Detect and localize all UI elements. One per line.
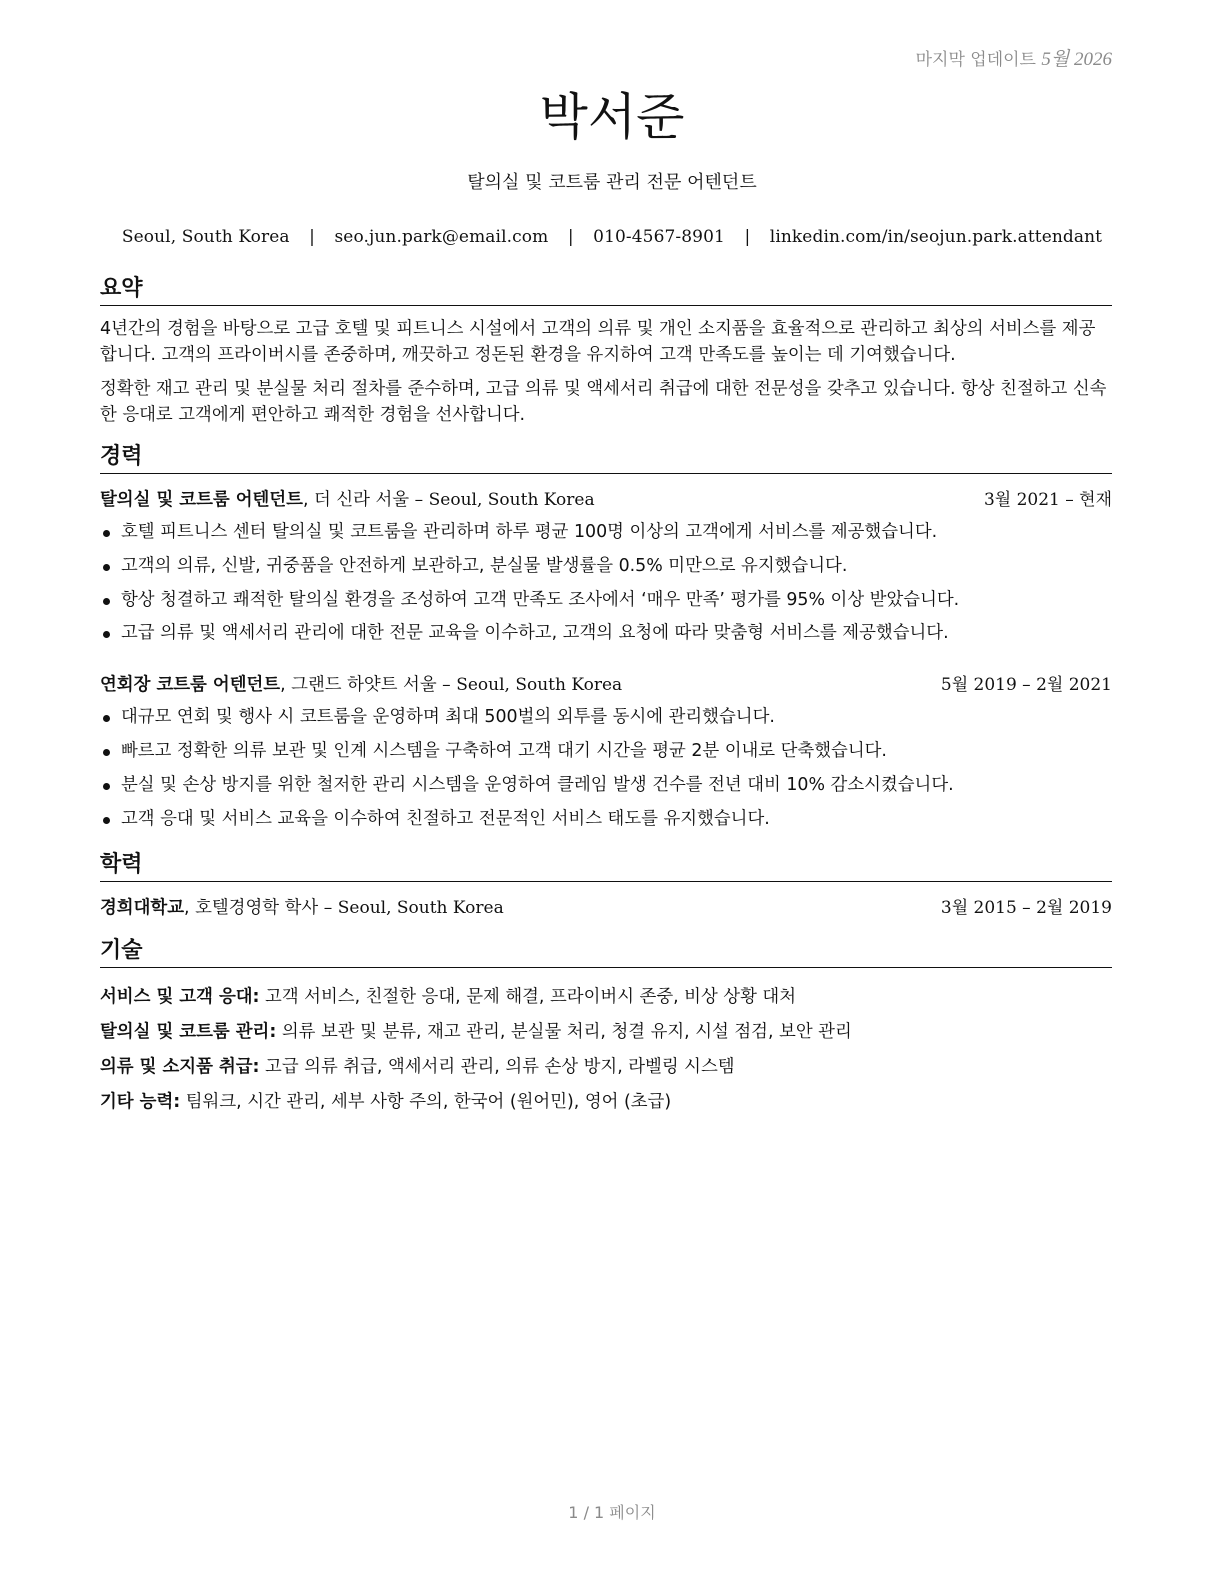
job-bullets [100,516,1112,651]
job-entry [100,486,1112,651]
skill-row [100,1015,1112,1050]
experience-section [100,442,1112,836]
job-bullet: 빠르고 정확한 의류 보관 및 인계 시스템을 구축하여 고객 대기 시간을 평균 2분 이내로 단축했습니다. [100,735,1112,769]
job-bullet: 대규모 연회 및 행사 시 코트룸을 운영하며 최대 500벌의 외투를 동시에 관리했습니다. [100,701,1112,735]
job-company: 더 신라 서울 [314,490,410,510]
contact-linkedin[interactable]: linkedin.com/in/seojun.park.attendant [769,227,1103,247]
summary-paragraph: 4년간의 경험을 바탕으로 고급 호텔 및 피트니스 시설에서 고객의 의류 및 개인 소지품을 효율적으로 관리하고 최상의 서비스를 제공합니다. 고객의 프라이버시를 존중하며, 깨끗하고 정돈된 환경을 유지하여 고객 만족도를 높이는 데 기여했습니다. [100,319,1096,365]
skill-value: 고객 서비스, 친절한 응대, 문제 해결, 프라이버시 존중, 비상 상황 대처 [265,987,797,1008]
job-bullet: 항상 청결하고 쾌적한 탈의실 환경을 조성하여 고객 만족도 조사에서 ‘매우 만족’ 평가를 95% 이상 받았습니다. [100,584,1112,618]
education-comma: , [184,898,196,919]
job-comma: , [302,490,315,510]
skill-label: 탈의실 및 코트룸 관리: [100,1022,277,1043]
contact-separator: | [309,227,315,247]
job-header [100,486,1112,514]
job-bullet: 고급 의류 및 액세서리 관리에 대한 전문 교육을 이수하고, 고객의 요청에 따라 맞춤형 서비스를 제공했습니다. [100,617,1112,651]
education-entry [100,894,1112,922]
job-location: Seoul, South Korea [428,490,595,510]
job-entry [100,671,1112,836]
skill-row [100,980,1112,1015]
education-dash: – [323,898,333,919]
job-bullet: 고객 응대 및 서비스 교육을 이수하여 친절하고 전문적인 서비스 태도를 유지했습니다. [100,803,1112,837]
skill-label: 서비스 및 고객 응대: [100,987,260,1008]
summary-section [100,274,1112,428]
job-role: 탈의실 및 코트룸 어텐던트 [100,490,303,510]
contact-email[interactable]: seo.jun.park@email.com [334,227,549,247]
job-bullets [100,701,1112,836]
job-bullet: 분실 및 손상 방지를 위한 철저한 관리 시스템을 운영하여 클레임 발생 건수를 전년 대비 10% 감소시켰습니다. [100,769,1112,803]
last-updated-label: 마지막 업데이트 [915,50,1036,70]
education-dates: 3월 2015 – 2월 2019 [940,898,1112,919]
candidate-tagline: 탈의실 및 코트룸 관리 전문 어텐던트 [467,172,757,193]
skill-value: 고급 의류 취급, 액세서리 관리, 의류 손상 방지, 라벨링 시스템 [265,1057,735,1078]
skills-section [100,936,1112,1120]
section-title-education: 학력 [100,850,1112,882]
skill-value: 팀워크, 시간 관리, 세부 사항 주의, 한국어 (원어민), 영어 (초급) [185,1092,672,1113]
candidate-name: 박서준 [539,88,685,146]
summary-paragraph: 정확한 재고 관리 및 분실물 처리 절차를 준수하며, 고급 의류 및 액세서리 취급에 대한 전문성을 갖추고 있습니다. 항상 친절하고 신속한 응대로 고객에게 편안하고 쾌적한 경험을 선사합니다. [100,379,1107,425]
page-indicator: 1 / 1 페이지 [568,1503,656,1522]
job-comma: , [280,675,292,696]
job-header [100,671,1112,699]
education-section [100,850,1112,922]
job-role: 연회장 코트룸 어텐던트 [100,675,281,696]
section-title-summary: 요약 [100,274,1112,306]
skill-label: 의류 및 소지품 취급: [100,1057,260,1078]
job-bullet: 호텔 피트니스 센터 탈의실 및 코트룸을 관리하며 하루 평균 100명 이상의 고객에게 서비스를 제공했습니다. [100,516,1112,550]
job-dates: 5월 2019 – 2월 2021 [940,675,1112,696]
last-updated [916,44,1112,71]
skill-label: 기타 능력: [100,1092,181,1113]
contact-line [0,224,1224,250]
education-location: Seoul, South Korea [337,898,504,919]
education-degree: 호텔경영학 학사 [195,898,319,919]
job-bullet: 고객의 의류, 신발, 귀중품을 안전하게 보관하고, 분실물 발생률을 0.5% 미만으로 유지했습니다. [100,550,1112,584]
contact-separator: | [744,227,751,247]
section-title-experience: 경력 [100,442,1112,474]
skills-list [100,980,1112,1120]
last-updated-date: 5월 2026 [1041,49,1112,70]
job-company: 그랜드 하얏트 서울 [291,675,437,696]
skill-row [100,1085,1112,1120]
contact-phone: 010-4567-8901 [593,227,725,247]
job-location: Seoul, South Korea [456,675,623,696]
education-school: 경희대학교 [100,898,184,919]
section-title-skills: 기술 [100,936,1112,968]
job-dates: 3월 2021 – 현재 [983,490,1112,510]
resume-body [100,274,1112,1134]
contact-separator: | [567,227,574,247]
skill-row [100,1050,1112,1085]
job-dash: – [414,490,424,510]
skill-value: 의류 보관 및 분류, 재고 관리, 분실물 처리, 청결 유지, 시설 점검, 보안 관리 [281,1022,852,1043]
contact-location: Seoul, South Korea [121,227,290,247]
job-dash: – [442,675,451,696]
